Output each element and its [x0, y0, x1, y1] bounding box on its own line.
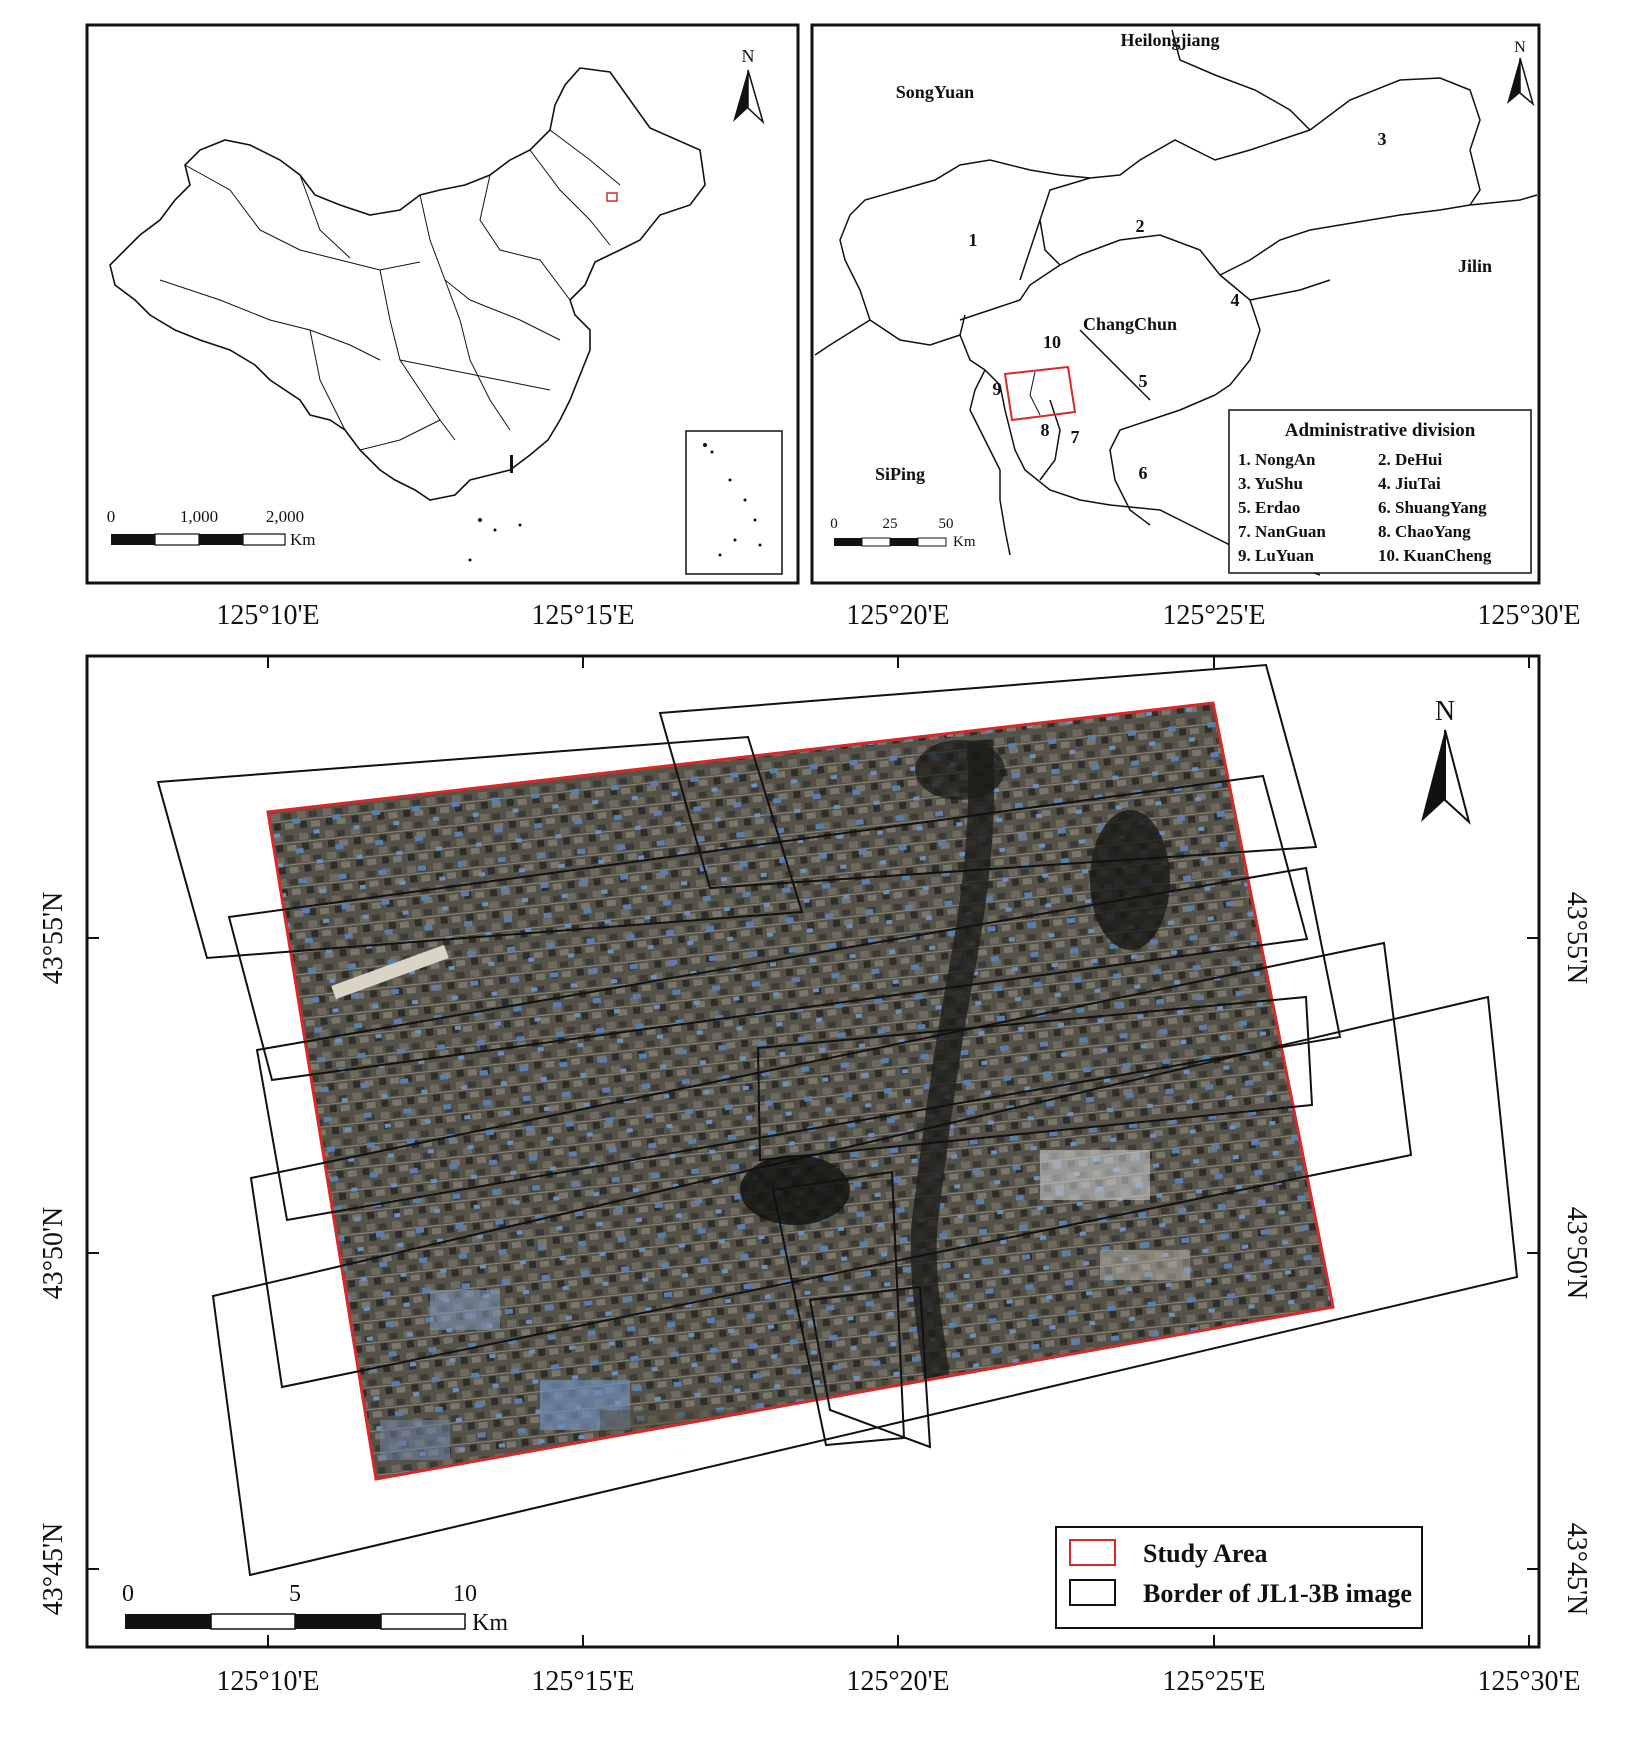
svg-text:1: 1: [968, 230, 978, 250]
svg-text:125°15'E: 125°15'E: [531, 1666, 635, 1697]
legend-item: 3. YuShu: [1238, 474, 1303, 493]
svg-text:Km: Km: [290, 530, 316, 549]
svg-text:5: 5: [289, 1581, 301, 1607]
legend-item: 1. NongAn: [1238, 450, 1316, 469]
svg-text:2: 2: [1135, 216, 1145, 236]
svg-text:10: 10: [1043, 332, 1061, 352]
svg-text:125°25'E: 125°25'E: [1162, 600, 1266, 631]
china-inset-map: [87, 25, 798, 583]
svg-text:125°25'E: 125°25'E: [1162, 1666, 1266, 1697]
legend-label-study-area: Study Area: [1143, 1539, 1268, 1568]
svg-text:43°55'N: 43°55'N: [38, 891, 69, 985]
svg-text:7: 7: [1070, 427, 1080, 447]
svg-text:43°50'N: 43°50'N: [38, 1206, 69, 1300]
svg-text:9: 9: [992, 379, 1002, 399]
svg-text:0: 0: [830, 516, 838, 532]
svg-text:3: 3: [1377, 129, 1387, 149]
svg-text:1,000: 1,000: [179, 507, 219, 526]
legend-item: 4. JiuTai: [1378, 474, 1441, 493]
svg-text:10: 10: [453, 1581, 477, 1607]
lat-labels-left: [38, 892, 69, 1615]
svg-text:5: 5: [1138, 371, 1148, 391]
legend-item: 9. LuYuan: [1238, 546, 1314, 565]
svg-text:125°15'E: 125°15'E: [531, 600, 635, 631]
legend-label-image-border: Border of JL1-3B image: [1143, 1579, 1412, 1608]
label-jilin: Jilin: [1457, 256, 1493, 276]
svg-text:0: 0: [106, 507, 116, 526]
svg-text:125°10'E: 125°10'E: [216, 1666, 320, 1697]
svg-text:25: 25: [882, 516, 898, 532]
svg-text:Km: Km: [472, 1610, 508, 1636]
legend-item: 7. NanGuan: [1238, 522, 1326, 541]
lon-labels-bottom: [216, 1666, 1580, 1697]
svg-text:125°30'E: 125°30'E: [1477, 600, 1581, 631]
svg-text:8: 8: [1040, 420, 1050, 440]
svg-text:43°45'N: 43°45'N: [1561, 1522, 1592, 1616]
svg-text:43°45'N: 43°45'N: [38, 1522, 69, 1616]
legend-item: 8. ChaoYang: [1378, 522, 1471, 541]
main-legend: [1056, 1527, 1422, 1628]
label-siping: SiPing: [874, 464, 926, 484]
svg-text:0: 0: [122, 1581, 134, 1607]
svg-text:N: N: [1434, 696, 1456, 727]
svg-text:6: 6: [1138, 463, 1148, 483]
changchun-inset-map: [812, 25, 1539, 583]
svg-text:50: 50: [938, 516, 954, 532]
svg-text:N: N: [741, 46, 755, 66]
legend-item: 10. KuanCheng: [1378, 546, 1492, 565]
legend-item: 5. Erdao: [1238, 498, 1301, 517]
svg-text:N: N: [1514, 39, 1526, 56]
svg-text:125°10'E: 125°10'E: [216, 600, 320, 631]
label-heilongjiang: Heilongjiang: [1120, 30, 1220, 50]
lat-labels-right: [1561, 892, 1592, 1615]
svg-text:125°20'E: 125°20'E: [846, 1666, 950, 1697]
label-songyuan: SongYuan: [895, 82, 975, 102]
admin-division-legend: [1229, 410, 1531, 573]
legend-item: 6. ShuangYang: [1378, 498, 1487, 517]
svg-text:2,000: 2,000: [265, 507, 305, 526]
south-china-sea-inset: [686, 431, 782, 574]
svg-text:43°50'N: 43°50'N: [1561, 1206, 1592, 1300]
svg-text:125°20'E: 125°20'E: [846, 600, 950, 631]
legend-item: 2. DeHui: [1378, 450, 1443, 469]
main-map: [38, 600, 1592, 1697]
lon-labels-top: [216, 600, 1580, 631]
svg-text:Km: Km: [953, 534, 976, 550]
svg-text:Administrative division: Administrative division: [1284, 420, 1476, 441]
svg-text:4: 4: [1230, 290, 1240, 310]
svg-text:43°55'N: 43°55'N: [1561, 891, 1592, 985]
label-changchun: ChangChun: [1082, 314, 1178, 334]
svg-text:125°30'E: 125°30'E: [1477, 1666, 1581, 1697]
